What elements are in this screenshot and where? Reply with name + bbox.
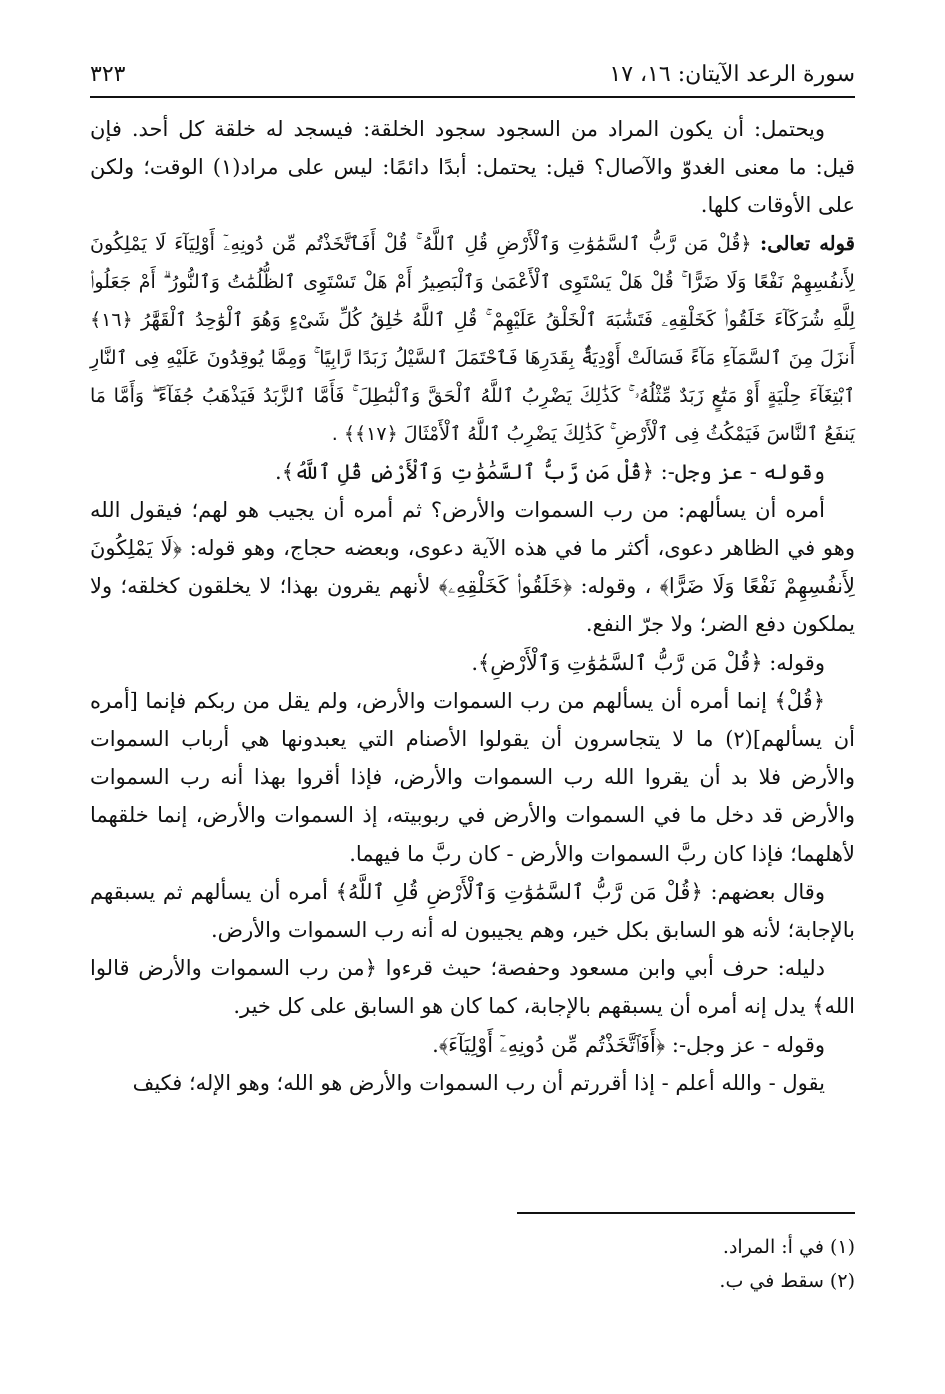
paragraph: وقوله - عز وجل-: ﴿أَفَٱتَّخَذْتُم مِّن دُونِهِۦٓ أَوْلِيَآءَ﴾. bbox=[432, 1032, 825, 1057]
surah-title: سورة الرعد الآيتان: ١٦، ١٧ bbox=[609, 61, 855, 87]
footnotes bbox=[90, 1230, 855, 1298]
header-divider bbox=[90, 96, 855, 98]
paragraph: وقوله - عز وجل-: ﴿قُلْ مَن رَّبُّ ٱلسَّمَٰوَٰتِ وَٱلْأَرْضِ قُلِ ٱللَّهُ﴾. bbox=[275, 459, 825, 484]
footnote: (٢) سقط في ب. bbox=[719, 1270, 855, 1292]
footnote-divider bbox=[517, 1212, 855, 1214]
paragraph: وقال بعضهم: ﴿قُلْ مَن رَّبُّ ٱلسَّمَٰوَٰتِ وَٱلْأَرْضِ قُلِ ٱللَّهُ﴾ أمره أن يسألهم ثم يسبقهم بالإجابة؛ لأنه هو السابق بكل خير، وهم يجيبون له أنه رب السموات والأرض. bbox=[90, 879, 855, 943]
paragraph: يقول - والله أعلم - إذا أقررتم أن رب السموات والأرض هو الله؛ وهو الإله؛ فكيف bbox=[132, 1070, 825, 1095]
paragraph: ويحتمل: أن يكون المراد من السجود سجود الخلقة: فيسجد له خلقة كل أحد. فإن قيل: ما معنى الغدوّ والآصال؟ قيل: يحتمل: أبدًا دائمًا: ليس على مراد(١) الوقت؛ ولكن على الأوقات كلها. bbox=[90, 117, 855, 218]
footnote: (١) في أ: المراد. bbox=[722, 1236, 855, 1258]
page-header bbox=[90, 56, 855, 92]
quran-verse: ﴿قُلْ مَن رَّبُّ ٱلسَّمَٰوَٰتِ وَٱلْأَرْضِ قُلِ ٱللَّهُ ۚ قُلْ أَفَٱتَّخَذْتُم مِّن دُونِهِۦٓ أَوْلِيَآءَ لَا يَمْلِكُونَ لِأَنفُسِهِمْ نَفْعًا وَلَا ضَرًّا ۚ قُلْ هَلْ يَسْتَوِى ٱلْأَعْمَىٰ وَٱلْبَصِيرُ أَمْ هَلْ تَسْتَوِى ٱلظُّلُمَٰتُ وَٱلنُّورُ ۗ أَمْ جَعَلُوا۟ لِلَّهِ شُرَكَآءَ خَلَقُوا۟ كَخَلْقِهِۦ فَتَشَٰبَهَ ٱلْخَلْقُ عَلَيْهِمْ ۚ قُلِ ٱللَّهُ خَٰلِقُ كُلِّ شَىْءٍ وَهُوَ ٱلْوَٰحِدُ ٱلْقَهَّٰرُ ﴿١٦﴾ أَنزَلَ مِنَ ٱلسَّمَآءِ مَآءً فَسَالَتْ أَوْدِيَةٌۢ بِقَدَرِهَا فَٱحْتَمَلَ ٱلسَّيْلُ زَبَدًا رَّابِيًا ۚ وَمِمَّا يُوقِدُونَ عَلَيْهِ فِى ٱلنَّارِ ٱبْتِغَآءَ حِلْيَةٍ أَوْ مَتَٰعٍ زَبَدٌ مِّثْلُهُۥ ۚ كَذَٰلِكَ يَضْرِبُ ٱللَّهُ ٱلْحَقَّ وَٱلْبَٰطِلَ ۚ فَأَمَّا ٱلزَّبَدُ فَيَذْهَبُ جُفَآءً ۖ وَأَمَّا مَا يَنفَعُ ٱلنَّاسَ فَيَمْكُثُ فِى ٱلْأَرْضِ ۚ كَذَٰلِكَ يَضْرِبُ ٱللَّهُ ٱلْأَمْثَالَ ﴿١٧﴾﴾ . bbox=[90, 232, 855, 445]
verse-lead: قوله تعالى: bbox=[760, 231, 855, 255]
paragraph: وقوله: ﴿قُلْ مَن رَّبُّ ٱلسَّمَٰوَٰتِ وَٱلْأَرْضِ﴾. bbox=[471, 650, 825, 675]
body-text bbox=[90, 110, 855, 1102]
paragraph: أمره أن يسألهم: من رب السموات والأرض؟ ثم أمره أن يجيب هو لهم؛ فيقول الله وهو في الظاهر دعوى، أكثر ما في هذه الآية دعوى، وبعضه حجاج، وهو قوله: ﴿لَا يَمْلِكُونَ لِأَنفُسِهِمْ نَفْعًا وَلَا ضَرًّا﴾ ، وقوله: ﴿خَلَقُوا۟ كَخَلْقِهِۦ﴾ لأنهم يقرون بهذا؛ لا يخلقون كخلقه؛ ولا يملكون دفع الضر؛ ولا جرّ النفع. bbox=[90, 497, 855, 637]
verse-paragraph bbox=[90, 225, 855, 453]
paragraph: دليله: حرف أبي وابن مسعود وحفصة؛ حيث قرءوا ﴿من رب السموات والأرض قالوا الله﴾ يدل إنه أمره أن يسبقهم بالإجابة، كما كان هو السابق على كل خير. bbox=[90, 956, 855, 1019]
page-number: ٣٢٣ bbox=[90, 61, 126, 87]
paragraph: ﴿قُلْ﴾ إنما أمره أن يسألهم من رب السموات والأرض، ولم يقل من ربكم فإنما [أمره أن يسألهم](٢) ما لا يتجاسرون أن يقولوا الأصنام التي يعبدونها هي أرباب السموات والأرض فلا بد أن يقروا الله رب السموات والأرض، فإذا أقروا بهذا أنه رب السموات والأرض قد دخل ما في السموات والأرض في ربوبيته، إذ السموات والأرض، إنما خلقهما لأهلهما؛ فإذا كان ربَّ السموات والأرض - كان ربَّ ما فيهما. bbox=[90, 688, 855, 866]
